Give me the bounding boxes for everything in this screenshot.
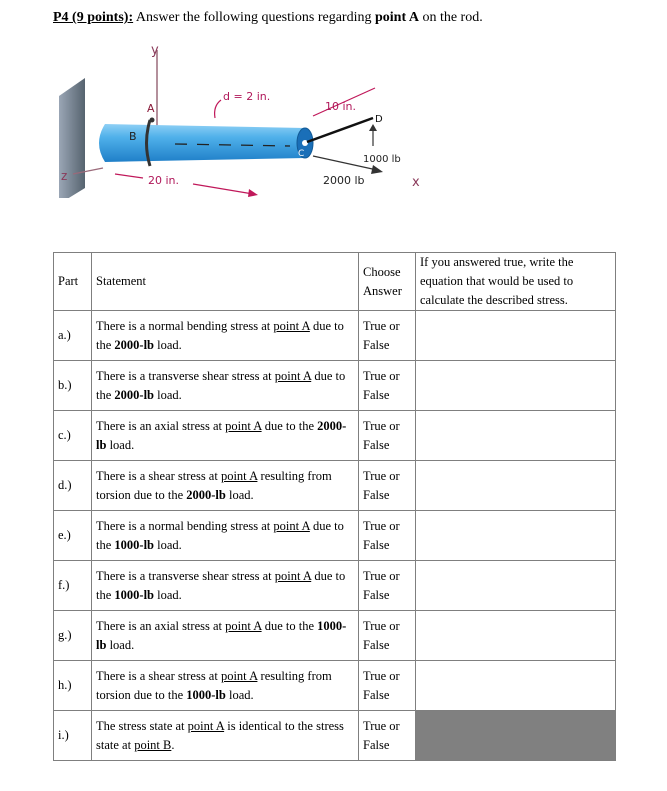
answer-cell[interactable]	[359, 461, 416, 511]
statement-end: load.	[225, 487, 254, 502]
statement-post: resulting from torsion due to the	[96, 468, 332, 502]
answer-cell[interactable]	[359, 711, 416, 761]
answer-true-option[interactable]: True or	[363, 468, 400, 483]
diameter-label: d = 2 in.	[223, 90, 271, 103]
part-label: d.)	[54, 461, 92, 511]
equation-cell	[416, 711, 616, 761]
header-statement: Statement	[92, 253, 359, 311]
answer-false-option[interactable]: False	[363, 387, 390, 402]
answer-cell[interactable]	[359, 661, 416, 711]
answer-cell[interactable]	[359, 411, 416, 461]
answer-cell[interactable]	[359, 311, 416, 361]
statement-point: point A	[220, 668, 258, 683]
statement-pre: There is a transverse shear stress at	[96, 568, 275, 583]
header-answer-line1: Choose	[363, 264, 401, 279]
table-row	[54, 611, 616, 661]
answer-false-option[interactable]: False	[363, 587, 390, 602]
part-label: f.)	[54, 561, 92, 611]
lever-arm	[307, 118, 373, 142]
z-axis-label: z	[61, 169, 68, 183]
statement-cell	[92, 411, 359, 461]
part-label: e.)	[54, 511, 92, 561]
statement-post: due to the	[96, 518, 344, 552]
statement-pre: There is a normal bending stress at	[96, 518, 274, 533]
statement-end: load.	[154, 537, 182, 552]
problem-header	[53, 10, 483, 26]
dim-20-right	[193, 184, 253, 194]
point-a-marker	[150, 118, 155, 123]
part-label: h.)	[54, 661, 92, 711]
answer-false-option[interactable]: False	[363, 687, 390, 702]
equation-cell[interactable]	[416, 461, 616, 511]
equation-cell[interactable]	[416, 661, 616, 711]
statement-load: 2000-lb	[96, 418, 347, 452]
answer-false-option[interactable]: False	[363, 487, 390, 502]
statement-pre: There is a shear stress at	[96, 668, 221, 683]
point-b-label: B	[129, 130, 137, 143]
statement-point: point A	[225, 618, 262, 633]
answer-false-option[interactable]: False	[363, 637, 390, 652]
statement-pre: There is a normal bending stress at	[96, 318, 274, 333]
header-part: Part	[54, 253, 92, 311]
problem-point: point A	[374, 10, 419, 25]
statement-end: load.	[154, 587, 182, 602]
part-label: g.)	[54, 611, 92, 661]
answer-true-option[interactable]: True or	[363, 668, 400, 683]
statement-end: load.	[106, 637, 135, 652]
header-answer-line2: Answer	[363, 283, 402, 298]
statement-point: point A	[273, 518, 310, 533]
y-axis-label: y	[151, 43, 159, 58]
header-equation: If you answered true, write the equation that would be used to calculate the described stress.	[416, 253, 616, 311]
answer-true-option[interactable]: True or	[363, 368, 400, 383]
table-row	[54, 361, 616, 411]
dim-10-label: 10 in.	[325, 100, 357, 113]
equation-cell[interactable]	[416, 561, 616, 611]
statement-cell	[92, 661, 359, 711]
statement-post: is identical to the stress state at	[96, 718, 344, 752]
answer-cell[interactable]	[359, 361, 416, 411]
table-header-row	[54, 253, 616, 311]
statement-point: point A	[187, 718, 225, 733]
equation-cell[interactable]	[416, 411, 616, 461]
dim-20-label: 20 in.	[148, 174, 180, 187]
header-answer	[359, 253, 416, 311]
answer-false-option[interactable]: False	[363, 337, 390, 352]
statement-cell	[92, 561, 359, 611]
problem-intro: Answer the following questions regarding	[135, 10, 372, 25]
statement-pre: There is an axial stress at	[96, 418, 226, 433]
answer-true-option[interactable]: True or	[363, 618, 400, 633]
statement-post: due to the	[261, 418, 318, 433]
statement-point-b: point B	[134, 737, 172, 752]
equation-cell[interactable]	[416, 511, 616, 561]
x-axis-label: x	[412, 175, 420, 190]
problem-outro: on the rod.	[422, 10, 483, 25]
table-row	[54, 461, 616, 511]
load-2000-arrowhead	[371, 165, 383, 174]
answer-true-option[interactable]: True or	[363, 318, 400, 333]
statement-post: resulting from torsion due to the	[96, 668, 332, 702]
table-row	[54, 661, 616, 711]
part-label: i.)	[54, 711, 92, 761]
dim-20-arrowhead	[248, 189, 258, 197]
statement-pre: The stress state at	[96, 718, 188, 733]
statement-load: 1000-lb	[186, 687, 226, 702]
statement-pre: There is a shear stress at	[96, 468, 221, 483]
answer-true-option[interactable]: True or	[363, 568, 400, 583]
statement-point: point A	[220, 468, 258, 483]
point-a-label: A	[147, 102, 155, 115]
rod-figure	[55, 38, 455, 198]
statement-cell	[92, 461, 359, 511]
problem-label: P4 (9 points):	[53, 10, 134, 25]
table-row	[54, 411, 616, 461]
answer-true-option[interactable]: True or	[363, 418, 400, 433]
statement-post: due to the	[96, 318, 344, 352]
statement-load: 2000-lb	[186, 487, 226, 502]
answer-true-option[interactable]: True or	[363, 518, 400, 533]
point-d-label: D	[375, 114, 383, 125]
statement-point: point A	[274, 568, 312, 583]
statement-end: load.	[154, 387, 182, 402]
questions-table	[53, 252, 616, 761]
statement-load: 1000-lb	[114, 587, 154, 602]
statement-cell	[92, 361, 359, 411]
statement-load: 2000-lb	[114, 387, 154, 402]
answer-true-option[interactable]: True or	[363, 718, 400, 733]
statement-cell	[92, 511, 359, 561]
table-row	[54, 511, 616, 561]
statement-point: point A	[225, 418, 262, 433]
answer-cell[interactable]	[359, 611, 416, 661]
load-1000-label: 1000 lb	[363, 154, 401, 165]
answer-cell[interactable]	[359, 561, 416, 611]
load-2000-label: 2000 lb	[323, 174, 365, 187]
statement-post: due to the	[261, 618, 318, 633]
diameter-leader	[215, 100, 221, 118]
statement-pre: There is an axial stress at	[96, 618, 226, 633]
answer-cell[interactable]	[359, 511, 416, 561]
dim-20-left	[115, 174, 143, 178]
statement-point: point A	[274, 368, 312, 383]
statement-end: load.	[154, 337, 182, 352]
statement-cell	[92, 611, 359, 661]
statement-load: 2000-lb	[114, 337, 154, 352]
statement-end: .	[171, 737, 175, 752]
statement-cell	[92, 311, 359, 361]
table-row	[54, 561, 616, 611]
answer-false-option[interactable]: False	[363, 437, 390, 452]
load-1000-arrowhead	[369, 124, 377, 131]
statement-end: load.	[225, 687, 254, 702]
table-row	[54, 311, 616, 361]
equation-cell[interactable]	[416, 611, 616, 661]
part-label: a.)	[54, 311, 92, 361]
statement-end: load.	[106, 437, 135, 452]
statement-load: 1000-lb	[114, 537, 154, 552]
part-label: b.)	[54, 361, 92, 411]
equation-cell[interactable]	[416, 311, 616, 361]
statement-post: due to the	[96, 568, 346, 602]
statement-load: 1000-lb	[96, 618, 347, 652]
statement-pre: There is a transverse shear stress at	[96, 368, 275, 383]
answer-false-option[interactable]: False	[363, 537, 390, 552]
part-label: c.)	[54, 411, 92, 461]
equation-cell[interactable]	[416, 361, 616, 411]
table-row	[54, 711, 616, 761]
statement-post: due to the	[96, 368, 346, 402]
statement-point: point A	[273, 318, 310, 333]
answer-false-option[interactable]: False	[363, 737, 390, 752]
statement-cell	[92, 711, 359, 761]
point-c-label: C	[298, 149, 305, 159]
